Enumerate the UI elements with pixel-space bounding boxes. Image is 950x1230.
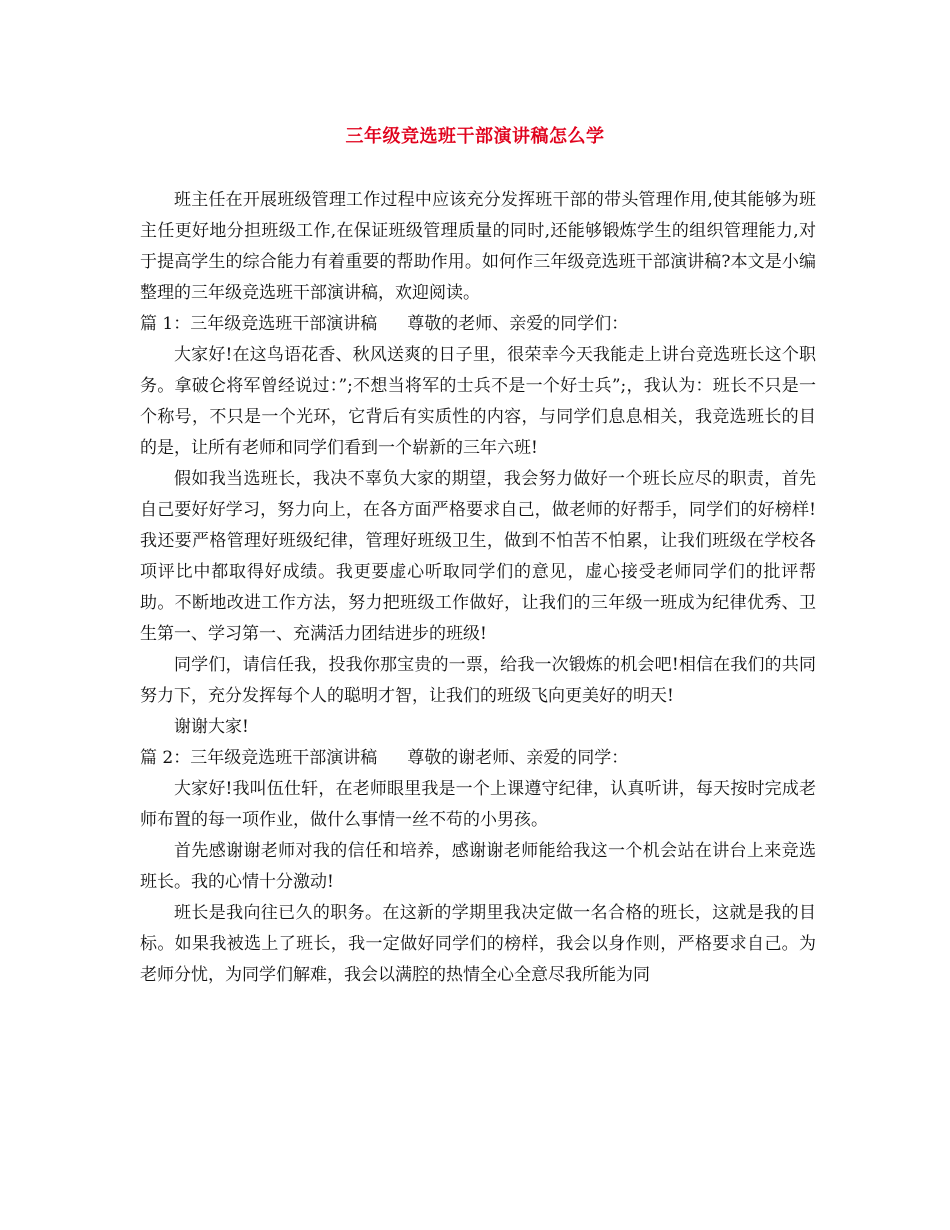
section-1-greeting: 尊敬的老师、亲爱的同学们： bbox=[407, 314, 629, 334]
intro-paragraph: 班主任在开展班级管理工作过程中应该充分发挥班干部的带头管理作用,使其能够为班主任更好地分担班级工作,在保证班级管理质量的同时,还能够锻炼学生的组织管理能力,对于提高学生的综合能力有着重要的帮助作用。如何作三年级竞选班干部演讲稿?本文是小编整理的三年级竞选班干部演讲稿，欢迎阅读。 bbox=[140, 190, 816, 303]
section-2-heading bbox=[140, 743, 816, 774]
section-2-paragraph: 大家好!我叫伍仕轩，在老师眼里我是一个上课遵守纪律，认真听讲，每天按时完成老师布置的每一项作业，做什么事情一丝不苟的小男孩。 bbox=[140, 779, 816, 830]
section-1-closing: 谢谢大家! bbox=[174, 717, 249, 737]
section-2-paragraph: 首先感谢谢老师对我的信任和培养，感谢谢老师能给我这一个机会站在讲台上来竞选班长。我的心情十分激动! bbox=[140, 841, 816, 892]
section-1-paragraph: 同学们，请信任我，投我你那宝贵的一票，给我一次锻炼的机会吧!相信在我们的共同努力下，充分发挥每个人的聪明才智，让我们的班级飞向更美好的明天! bbox=[140, 655, 816, 706]
section-2-label: 篇 2：三年级竞选班干部演讲稿 bbox=[140, 748, 378, 768]
section-2-paragraph: 班长是我向往已久的职务。在这新的学期里我决定做一名合格的班长，这就是我的目标。如果我被选上了班长，我一定做好同学们的榜样，我会以身作则，严格要求自己。为老师分忧，为同学们解难，我会以满腔的热情全心全意尽我所能为同 bbox=[140, 903, 816, 985]
document-title: 三年级竞选班干部演讲稿怎么学 bbox=[345, 126, 605, 147]
section-1-heading bbox=[140, 309, 816, 340]
section-1-label: 篇 1：三年级竞选班干部演讲稿 bbox=[140, 314, 378, 334]
section-2-greeting: 尊敬的谢老师、亲爱的同学： bbox=[407, 748, 629, 768]
section-1-paragraph: 大家好!在这鸟语花香、秋风送爽的日子里，很荣幸今天我能走上讲台竞选班长这个职务。拿破仑将军曾经说过：”;不想当将军的士兵不是一个好士兵”;，我认为：班长不只是一个称号，不只是一个光环，它背后有实质性的内容，与同学们息息相关，我竞选班长的目的是，让所有老师和同学们看到一个崭新的三年六班! bbox=[140, 345, 816, 458]
document-body bbox=[140, 185, 816, 991]
section-1-paragraph: 假如我当选班长，我决不辜负大家的期望，我会努力做好一个班长应尽的职责，首先自己要好好学习，努力向上，在各方面严格要求自己，做老师的好帮手，同学们的好榜样!我还要严格管理好班级纪律，管理好班级卫生，做到不怕苦不怕累，让我们班级在学校各项评比中都取得好成绩。我更要虚心听取同学们的意见，虚心接受老师同学们的批评帮助。不断地改进工作方法，努力把班级工作做好，让我们的三年级一班成为纪律优秀、卫生第一、学习第一、充满活力团结进步的班级! bbox=[140, 469, 816, 644]
